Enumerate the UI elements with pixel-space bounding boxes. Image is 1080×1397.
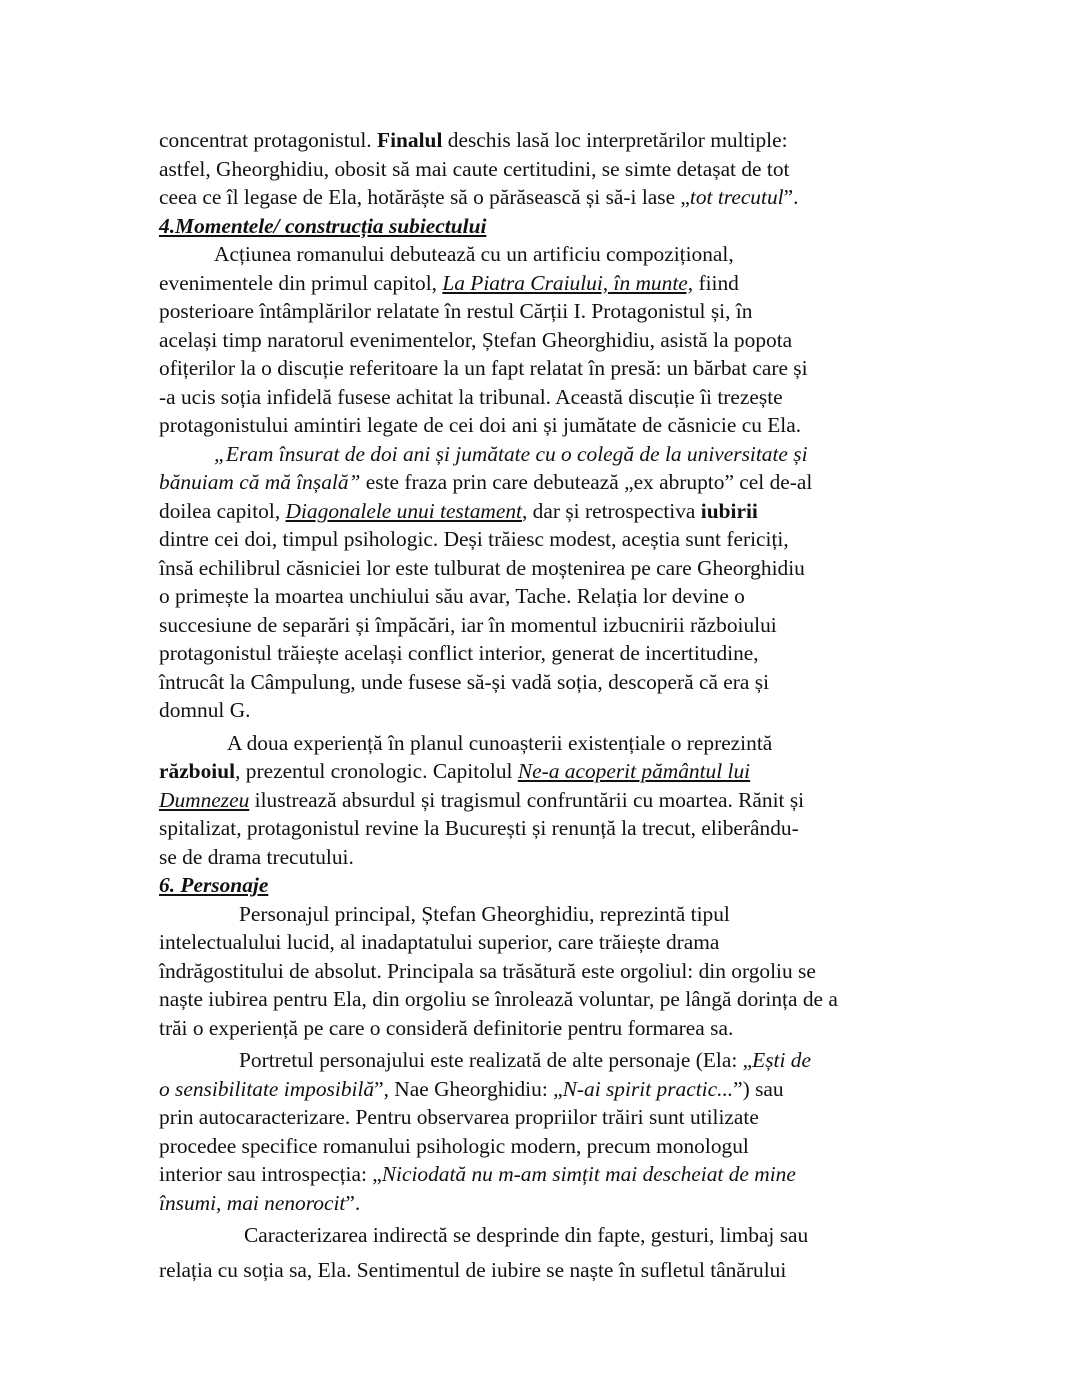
text-line	[159, 1189, 929, 1218]
text-line	[159, 183, 929, 212]
text-run: , dar și retrospectiva	[521, 498, 701, 523]
text-line: relația cu soția sa, Ela. Sentimentul de iubire se naște în sufletul tânărului	[159, 1257, 787, 1282]
chapter-title: Diagonalele unui testament	[285, 498, 522, 523]
text-line: însă echilibrul căsniciei lor este tulburat de moștenirea pe care Gheorghidiu	[159, 555, 805, 580]
text-run: deschis lasă loc interpretărilor multiple:	[442, 128, 788, 152]
document-page	[159, 126, 929, 1284]
bold-term: războiul	[159, 759, 236, 783]
text-line: posterioare întâmplărilor relatate în restul Cărții I. Protagonistul și, în	[159, 299, 753, 323]
text-run: evenimentele din primul capitol,	[159, 270, 443, 295]
section-heading-4: 4.Momentele/ construcția subiectului	[159, 213, 487, 238]
text-line: domnul G.	[159, 698, 251, 722]
chapter-title: Ne-a acoperit pământul lui	[517, 759, 751, 783]
italic-quote: Niciodată nu m-am simțit mai descheiat de mine	[381, 1162, 796, 1186]
text-line	[159, 269, 929, 298]
italic-quote: Ești de	[752, 1048, 811, 1072]
italic-quote: o sensibilitate imposibilă	[159, 1076, 375, 1101]
text-run: fiind	[693, 270, 739, 295]
text-line: trăi o experiență pe care o consideră definitorie pentru formarea sa.	[159, 1015, 734, 1040]
text-run: , prezentul cronologic. Capitolul	[235, 759, 518, 783]
text-line: astfel, Gheorghidiu, obosit să mai caute certitudini, se simte detașat de tot	[159, 156, 790, 181]
italic-quote: N-ai spirit practic...	[562, 1076, 734, 1101]
text-run: ”.	[783, 185, 799, 209]
text-line: același timp naratorul evenimentelor, Ștefan Gheorghidiu, asistă la popota	[159, 327, 793, 352]
text-line: dintre cei doi, timpul psihologic. Deși trăiesc modest, aceștia sunt fericiți,	[159, 527, 789, 551]
text-line: îndrăgostitului de absolut. Principala sa trăsătură este orgoliul: din orgoliu se	[159, 958, 816, 983]
text-run: interior sau introspecția: „	[159, 1162, 382, 1186]
text-run: ”) sau	[733, 1076, 784, 1101]
text-line: „Eram însurat de doi ani și jumătate cu o colegă de la universitate și	[214, 441, 808, 466]
text-line: Caracterizarea indirectă se desprinde din fapte, gesturi, limbaj sau	[244, 1223, 809, 1247]
text-line	[159, 497, 929, 526]
text-run: ceea ce îl legase de Ela, hotărăște să o părăsească și să-i lase „	[159, 185, 690, 209]
text-run: este fraza prin care debutează „ex abrupto” cel de-al	[360, 470, 813, 494]
text-line: protagonistul trăiește același conflict interior, generat de incertitudine,	[159, 641, 759, 665]
text-line	[159, 1046, 929, 1075]
bold-term: iubirii	[700, 498, 758, 523]
chapter-title: La Piatra Craiului, în munte,	[442, 270, 694, 295]
text-line: Personajul principal, Ștefan Gheorghidiu, reprezintă tipul	[239, 901, 730, 926]
text-line: o primește la moartea unchiului său avar, Tache. Relația lor devine o	[159, 584, 745, 608]
text-line: spitalizat, protagonistul revine la București și renunță la trecut, eliberându-	[159, 816, 799, 840]
text-line	[159, 757, 929, 786]
text-line: naște iubirea pentru Ela, din orgoliu se înrolează voluntar, pe lângă dorința de a	[159, 987, 838, 1011]
text-line: procedee specifice romanului psihologic modern, precum monologul	[159, 1133, 749, 1158]
italic-quote: însumi, mai nenorocit	[159, 1190, 346, 1215]
italic-quote: bănuiam că mă înșală”	[159, 470, 361, 494]
text-line	[159, 468, 929, 497]
text-run: ”.	[345, 1190, 361, 1215]
text-line: ofițerilor la o discuție referitoare la un fapt relatat în presă: un bărbat care și	[159, 356, 808, 380]
text-run: doilea capitol,	[159, 498, 286, 523]
text-run: ilustrează absurdul și tragismul confruntării cu moartea. Rănit și	[249, 787, 805, 812]
chapter-title: Dumnezeu	[159, 787, 250, 812]
text-line: protagonistului amintiri legate de cei doi ani și jumătate de căsnicie cu Ela.	[159, 413, 802, 437]
text-run: Portretul personajului este realizată de alte personaje (Ela: „	[239, 1048, 753, 1072]
text-line	[159, 786, 929, 815]
text-line	[159, 126, 929, 155]
italic-quote: tot trecutul	[689, 185, 784, 209]
text-line: intelectualului lucid, al inadaptatului superior, care trăiește drama	[159, 930, 720, 954]
text-line: Acțiunea romanului debutează cu un artificiu compozițional,	[214, 242, 734, 266]
section-heading-6: 6. Personaje	[159, 873, 269, 897]
text-line: prin autocaracterizare. Pentru observarea propriilor trăiri sunt utilizate	[159, 1105, 759, 1129]
text-line	[159, 1160, 929, 1189]
text-line: succesiune de separări și împăcări, iar în momentul izbucnirii războiului	[159, 612, 777, 637]
bold-term: Finalul	[377, 128, 443, 152]
text-line: -a ucis soția infidelă fusese achitat la tribunal. Această discuție îi trezește	[159, 384, 783, 409]
text-line	[159, 1075, 929, 1104]
text-run: ”, Nae Gheorghidiu: „	[374, 1076, 563, 1101]
text-line: întrucât la Câmpulung, unde fusese să-și vadă soția, descoperă că era și	[159, 669, 770, 694]
text-line: A doua experiență în planul cunoașterii existențiale o reprezintă	[227, 730, 773, 755]
text-line: se de drama trecutului.	[159, 844, 354, 869]
text-run: concentrat protagonistul.	[159, 128, 378, 152]
